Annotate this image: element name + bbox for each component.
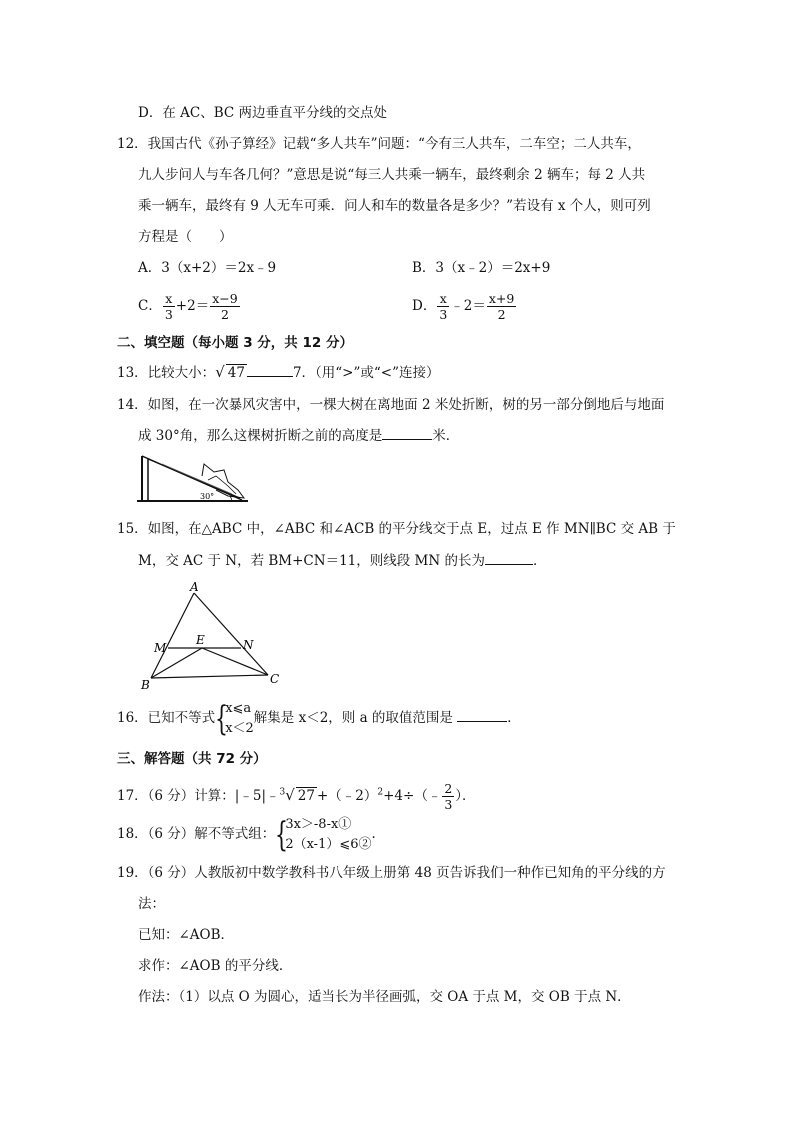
side-ac: [194, 593, 268, 675]
q19-line-2: 法：: [138, 896, 165, 912]
q12-line-1: 12．我国古代《孙子算经》记载“多人共车”问题：“今有三人共车，二车空；二人共车，: [117, 136, 641, 152]
label-b: B: [141, 678, 150, 692]
q12-line-2: 九人步问人与车各几何？”意思是说“每三人共乘一辆车，最终剩余 2 辆车；每 2 人共: [138, 167, 646, 183]
q18-line: 18．（6 分）解不等式组： { 3x＞-8-x① 2（x-1）⩽6② ．: [117, 814, 386, 855]
label-m: M: [154, 641, 167, 655]
q16-answer-blank[interactable]: [457, 707, 507, 722]
q12-d-fraction-2: $\frac{x+9}{2}$: [488, 291, 515, 322]
radical-sign-icon: √: [215, 363, 225, 381]
q12-line-4: 方程是（ ）: [138, 229, 233, 245]
q14-broken-tree-figure: [132, 450, 252, 506]
label-n: N: [243, 638, 254, 652]
fallen-trunk-edge: [148, 459, 240, 498]
q16-inequality-system: { x⩽a x＜2: [215, 698, 254, 739]
section-2-heading: 二、填空题（每小题 3 分，共 12 分）: [117, 335, 353, 351]
q12-line-3: 乘一辆车，最终有 9 人无车可乘．问人和车的数量各是多少？”若设有 x 个人，则可列: [138, 198, 651, 214]
segment-ce: [202, 648, 268, 675]
q15-answer-blank[interactable]: [485, 550, 533, 565]
left-brace-icon: {: [215, 698, 229, 739]
side-bc: [151, 675, 268, 678]
q12-option-d: D． $\frac{x}{3}$ ﹣2＝ $\frac{x+9}{2}$: [412, 291, 515, 322]
q15-line-2: M，交 AC 于 N，若 BM+CN＝11，则线段 MN 的长为 ．: [138, 550, 546, 571]
q14-answer-blank[interactable]: [382, 425, 432, 440]
q14-line-2: 成 30°角，那么这棵树折断之前的高度是 米．: [138, 425, 459, 446]
q11-option-d: D．在 AC、BC 两边垂直平分线的交点处: [138, 105, 387, 121]
q18-inequality-system: { 3x＞-8-x① 2（x-1）⩽6②: [275, 814, 372, 855]
q16-line: 16．已知不等式 { x⩽a x＜2 解集是 x＜2，则 a 的取值范围是 ．: [117, 698, 521, 739]
q17-line: 17．（6 分）计算：|﹣5|﹣$^3$√ 27 +（﹣2）$^2$+4÷（﹣ $\frac{2}{3}$ ）．: [117, 781, 476, 812]
q12-option-a: A．3（x+2）＝2x﹣9: [138, 260, 277, 276]
q19-line-5: 作法：（1）以点 O 为圆心，适当长为半径画弧，交 OA 于点 M，交 OB 于点 N．: [138, 989, 631, 1005]
q13-answer-blank[interactable]: [247, 362, 293, 377]
q12-c-fraction-1: $\frac{x}{3}$: [164, 291, 173, 322]
label-c: C: [270, 672, 280, 686]
q15-line-1: 15．如图，在△ABC 中，∠ABC 和∠ACB 的平分线交于点 E，过点 E 作 MN∥BC 交 AB 于: [117, 521, 676, 537]
q19-line-3: 已知：∠AOB．: [138, 927, 235, 943]
q17-fraction: $\frac{2}{3}$: [444, 781, 453, 812]
radical-sign-icon: √: [285, 786, 295, 804]
q19-line-4: 求作：∠AOB 的平分线．: [138, 958, 293, 974]
q12-c-fraction-2: $\frac{x-9}{2}$: [212, 291, 238, 322]
fallen-trunk-shading: [162, 464, 232, 494]
q12-d-fraction-1: $\frac{x}{3}$: [439, 291, 448, 322]
label-a: A: [190, 580, 199, 594]
q12-option-b: B．3（x﹣2）＝2x+9: [412, 260, 551, 276]
q15-triangle-figure: [138, 580, 288, 692]
label-e: E: [196, 633, 205, 647]
q19-line-1: 19．（6 分）人教版初中数学教科书八年级上册第 48 页告诉我们一种作已知角的平分线的方: [117, 865, 666, 881]
left-brace-icon: {: [275, 814, 289, 855]
q12-option-c: C． $\frac{x}{3}$ +2＝ $\frac{x-9}{2}$: [138, 291, 238, 322]
section-3-heading: 三、解答题（共 72 分）: [117, 751, 267, 767]
q14-line-1: 14．如图，在一次暴风灾害中，一棵大树在离地面 2 米处折断，树的另一部分倒地后与地面: [117, 397, 665, 413]
q13-line: 13．比较大小：√ 47 7．（用“>”或“<”连接）: [117, 363, 440, 381]
angle-label: 30°: [200, 492, 215, 501]
